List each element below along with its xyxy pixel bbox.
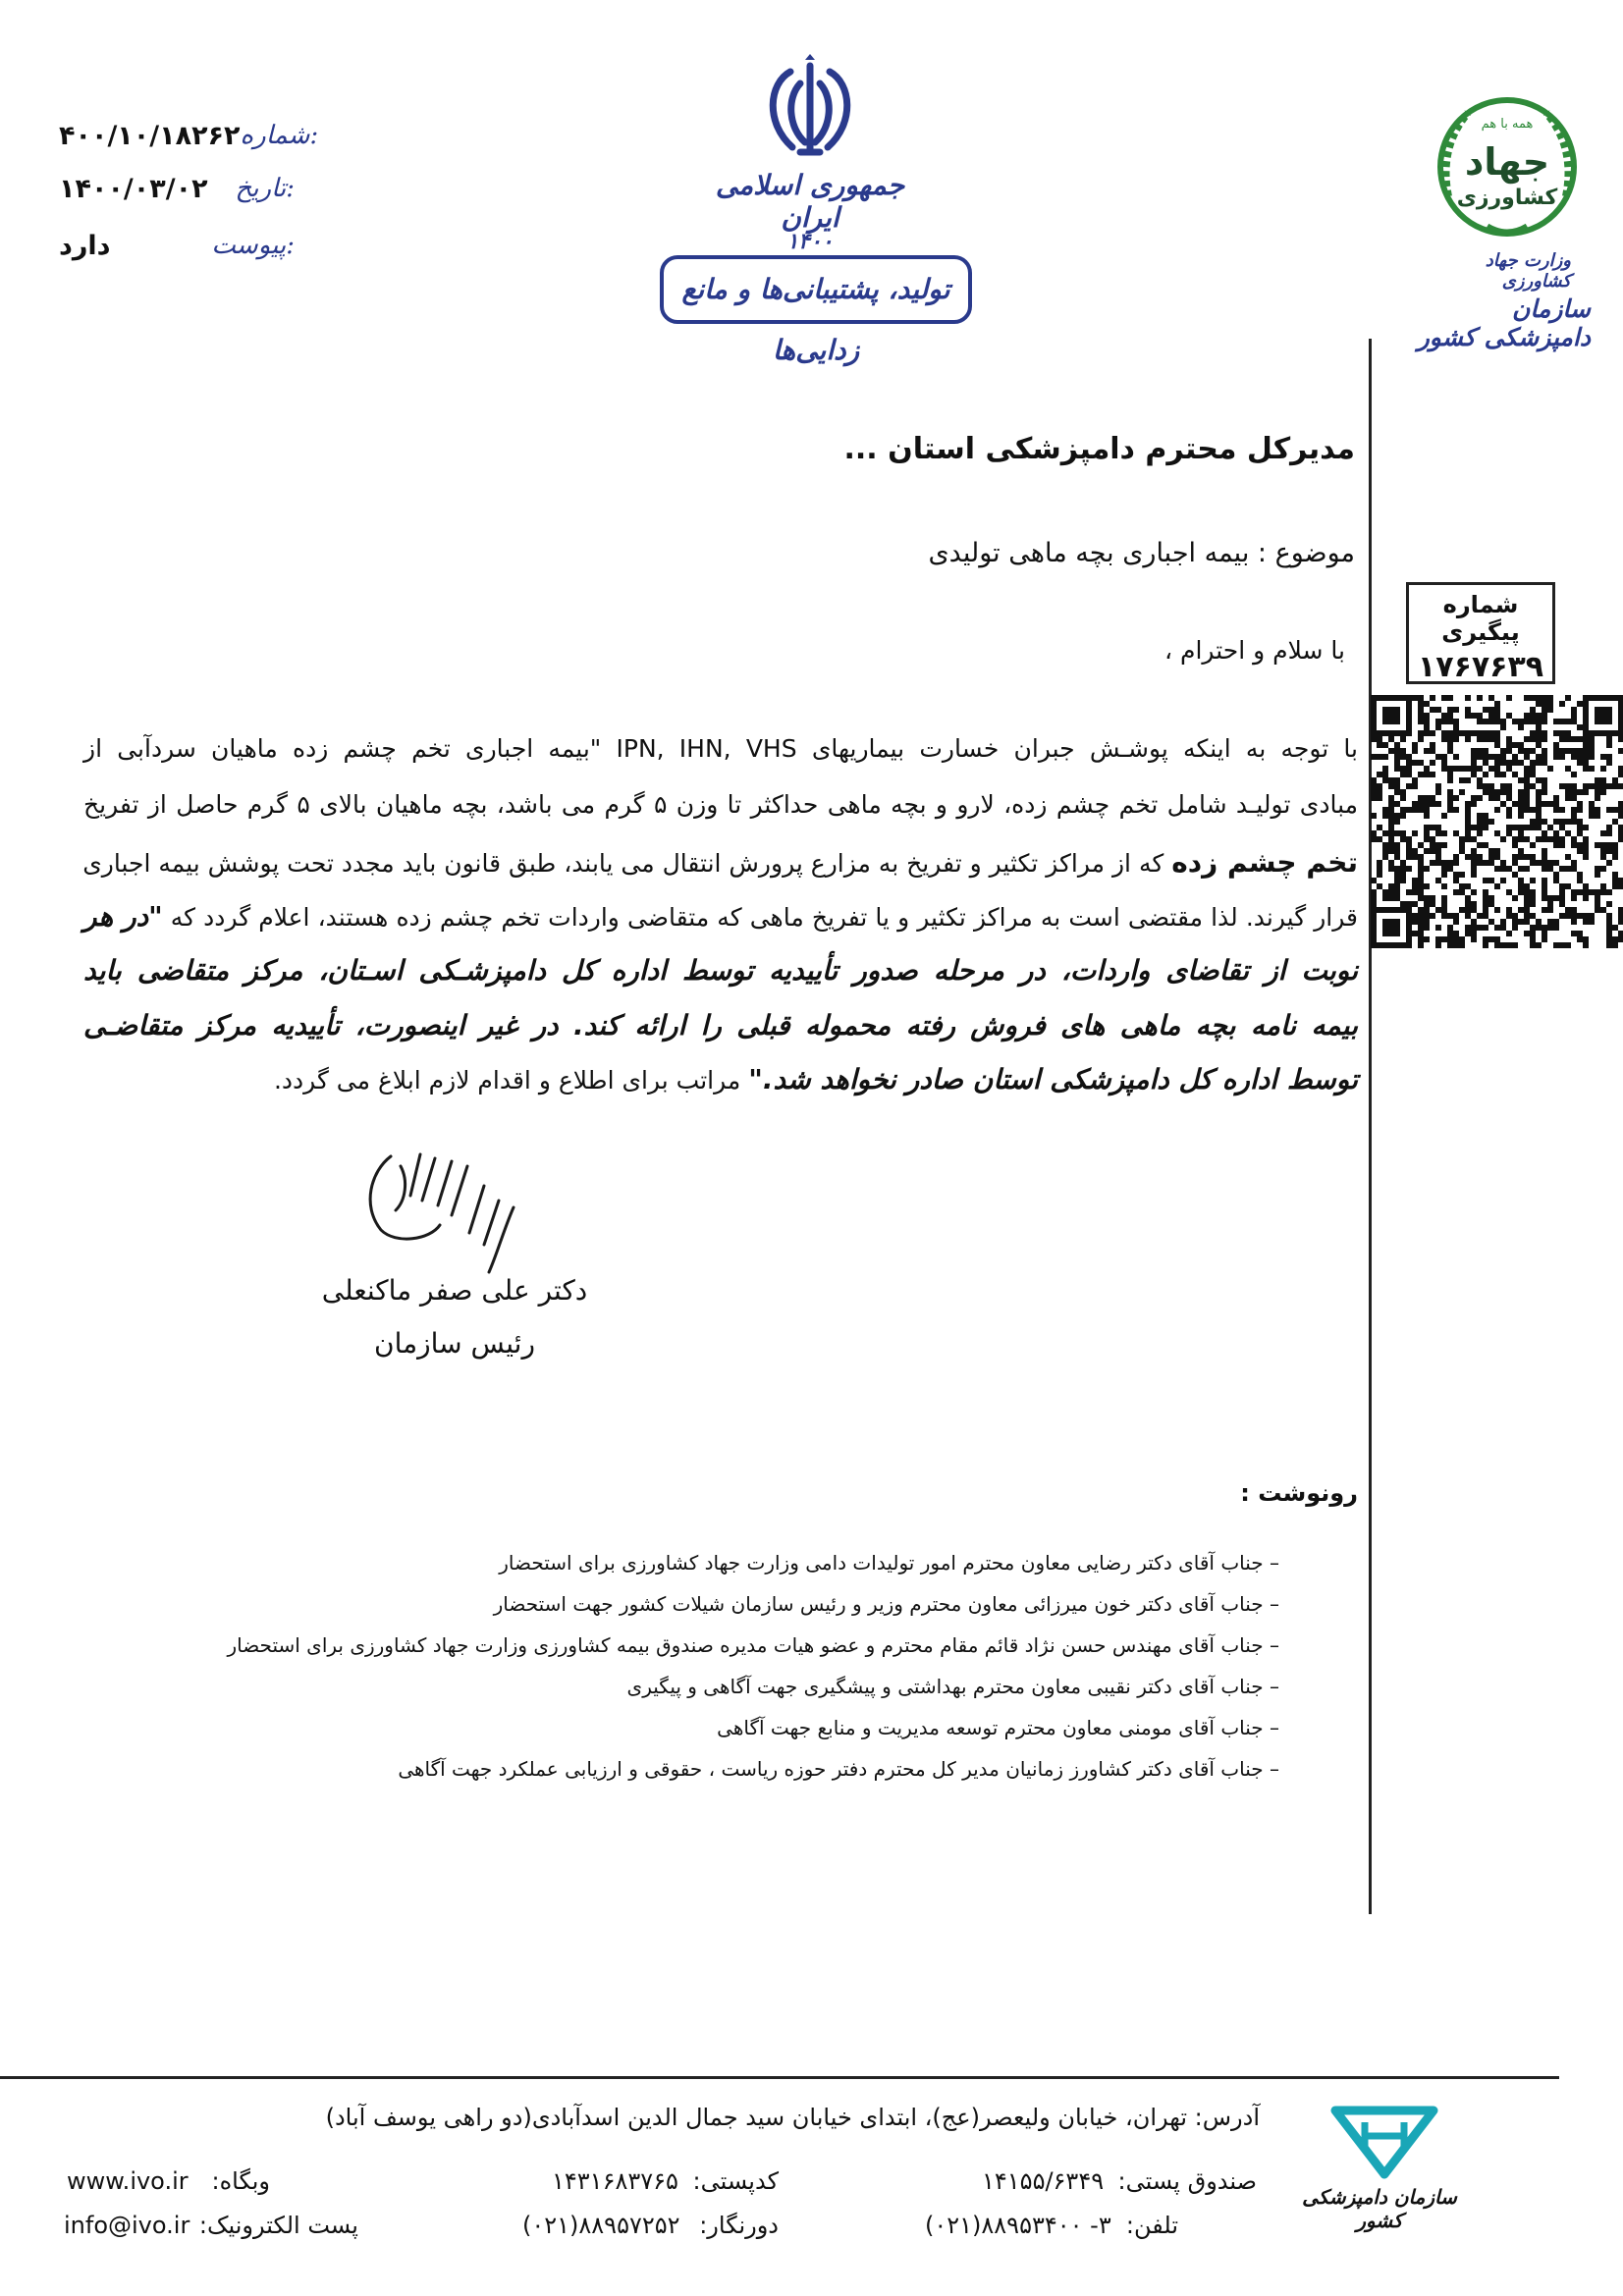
- body-line-3-emphasis: تخم چشم زده: [1171, 846, 1358, 879]
- body-line-5: نوبت از تقاضای واردات، در مرحله صدور تأییدیه توسط اداره کل دامپزشـکی اسـتان، مرکز متقاضی باید: [83, 954, 1358, 987]
- footer-divider: [0, 2076, 1559, 2079]
- cc-item: – جناب آقای دکتر نقیبی معاون محترم بهداشتی و پیشگیری جهت آگاهی و پیگیری: [626, 1675, 1279, 1698]
- ministry-logo-main-text: جهاد: [1464, 140, 1550, 184]
- footer-org-logo-text: سازمان دامپزشکی کشور: [1302, 2185, 1457, 2232]
- footer-website-link[interactable]: www.ivo.ir: [67, 2167, 189, 2195]
- body-line-7: [221, 1063, 1358, 1095]
- letter-number-row: [59, 116, 319, 155]
- emblem-year: ۱۴۰۰: [786, 229, 834, 254]
- letter-date-label: تاریخ:: [235, 174, 295, 203]
- footer-postal-value: ۱۴۳۱۶۸۳۷۶۵: [552, 2167, 678, 2195]
- letter-attachment-label: پیوست:: [211, 231, 295, 260]
- cc-item: – جناب آقای دکتر خون میرزائی معاون محترم وزیر و رئیس سازمان شیلات کشور جهت استحضار: [493, 1592, 1279, 1616]
- footer-phone-label: تلفن:: [1125, 2212, 1178, 2239]
- handwritten-signature: [361, 1147, 528, 1274]
- cc-item: – جناب آقای مومنی معاون محترم توسعه مدیریت و منابع جهت آگاهی: [717, 1716, 1279, 1739]
- cc-title: رونوشت :: [1240, 1479, 1358, 1507]
- letter-attachment-row: [59, 226, 295, 265]
- qr-code-icon: [1371, 695, 1623, 952]
- body-line-7-text: مراتب برای اطلاع و اقدام لازم ابلاغ می گردد.: [273, 1066, 749, 1095]
- ministry-logo-top-text: همه با هم: [1481, 117, 1534, 132]
- organization-name: سازمان دامپزشکی کشور: [1417, 294, 1591, 351]
- letter-date-row: [59, 169, 295, 208]
- cc-item: – جناب آقای دکتر رضایی معاون محترم امور تولیدات دامی وزارت جهاد کشاورزی برای استحضار: [499, 1551, 1279, 1575]
- tracking-number: ۱۷۶۷۶۳۹: [1417, 650, 1544, 684]
- margin-divider: [1369, 339, 1372, 1914]
- recipient: مدیرکل محترم دامپزشکی استان ...: [843, 432, 1355, 466]
- veterinary-organization-logo-icon: [1316, 2101, 1453, 2179]
- ministry-name: وزارت جهاد کشاورزی: [1485, 250, 1571, 292]
- footer-fax-label: دورنگار:: [699, 2212, 779, 2239]
- body-line-4-text: قرار گیرند. لذا مقتضی است به مراکز تکثیر و یا تفریخ ماهی که متقاضی واردات تخم چشم زده هستند، اعلام گردد که: [162, 903, 1358, 932]
- subject-line: موضوع : بیمه اجباری بچه ماهی تولیدی: [928, 538, 1355, 568]
- footer-fax-value: (۰۲۱)۸۸۹۵۷۲۵۲: [522, 2212, 680, 2239]
- letter-number-value: ۴۰۰/۱۰/۱۸۲۶۲: [59, 120, 241, 151]
- cc-item: – جناب آقای مهندس حسن نژاد قائم مقام محترم و عضو هیات مدیره صندوق بیمه کشاورزی وزارت جهاد کشاورزی برای استحضار: [227, 1633, 1279, 1657]
- body-line-6: بیمه نامه بچه ماهی های فروش رفته محموله قبلی را ارائه کند. در غیر اینصورت، تأییدیه مرکز متقاضـی: [83, 1009, 1358, 1041]
- footer-pobox-label: صندوق پستی:: [1117, 2167, 1257, 2195]
- footer-email-label: پست الکترونیک:: [198, 2212, 358, 2239]
- footer-address: آدرس: تهران، خیابان ولیعصر(عج)، ابتدای خیابان سید جمال الدین اسدآبادی(دو راهی یوسف آباد): [325, 2104, 1260, 2131]
- body-line-7-emphasis: توسط اداره کل دامپزشکی استان صادر نخواهد شد.": [748, 1063, 1358, 1095]
- ministry-logo-sub-text: کشاورزی: [1456, 186, 1558, 210]
- cc-item: – جناب آقای دکتر کشاورز زمانیان مدیر کل محترم دفتر حوزه ریاست ، حقوقی و ارزیابی عملکرد جهت آگاهی: [398, 1757, 1279, 1781]
- footer-phone-value: (۰۲۱)۸۸۹۵۳۴۰۰ -۳: [925, 2212, 1111, 2239]
- signatory-name: دکتر علی صفر ماکنعلی: [321, 1274, 588, 1307]
- letter-date-value: ۱۴۰۰/۰۳/۰۲: [59, 173, 208, 204]
- body-line-1: با توجه به اینکه پوشـش جبران خسارت بیماریهای IPN, IHN, VHS "بیمه اجباری تخم چشم زده ماهیان سردآبی از: [83, 734, 1358, 763]
- footer-website-label: وبگاه:: [211, 2167, 270, 2195]
- footer-pobox-value: ۱۴۱۵۵/۶۳۴۹: [982, 2167, 1105, 2195]
- signatory-title: رئیس سازمان: [374, 1327, 535, 1360]
- iran-emblem-icon: [751, 54, 869, 167]
- footer-postal-label: کدپستی:: [692, 2167, 779, 2195]
- greeting: با سلام و احترام ،: [1163, 636, 1345, 665]
- body-line-3-text: که از مراکز تکثیر و تفریخ به مزارع پرورش انتقال می یابند، طبق قانون باید مجدد تحت پوشش بیمه اجباری: [82, 849, 1172, 878]
- slogan-banner: تولید، پشتیبانی‌ها و مانع زدایی‌ها: [660, 255, 972, 324]
- letter-attachment-value: دارد: [59, 230, 111, 261]
- body-line-4-emphasis: "در هر: [83, 900, 163, 933]
- tracking-box: [1406, 582, 1555, 684]
- body-line-4: [83, 900, 1358, 933]
- body-line-3: [83, 846, 1358, 879]
- agriculture-ministry-logo-icon: [1429, 88, 1586, 245]
- letter-number-label: شماره:: [240, 121, 319, 150]
- footer-email-link[interactable]: info@ivo.ir: [64, 2212, 190, 2239]
- country-name: جمهوری اسلامی ایران: [715, 169, 905, 234]
- body-line-2: مبادی تولیـد شامل تخم چشم زده، لارو و بچه ماهی حداکثر تا وزن ۵ گرم می باشد، بچه ماهیان بالای ۵ گرم حاصل از تفریخ: [83, 790, 1359, 819]
- tracking-label: شماره پیگیری: [1441, 591, 1520, 646]
